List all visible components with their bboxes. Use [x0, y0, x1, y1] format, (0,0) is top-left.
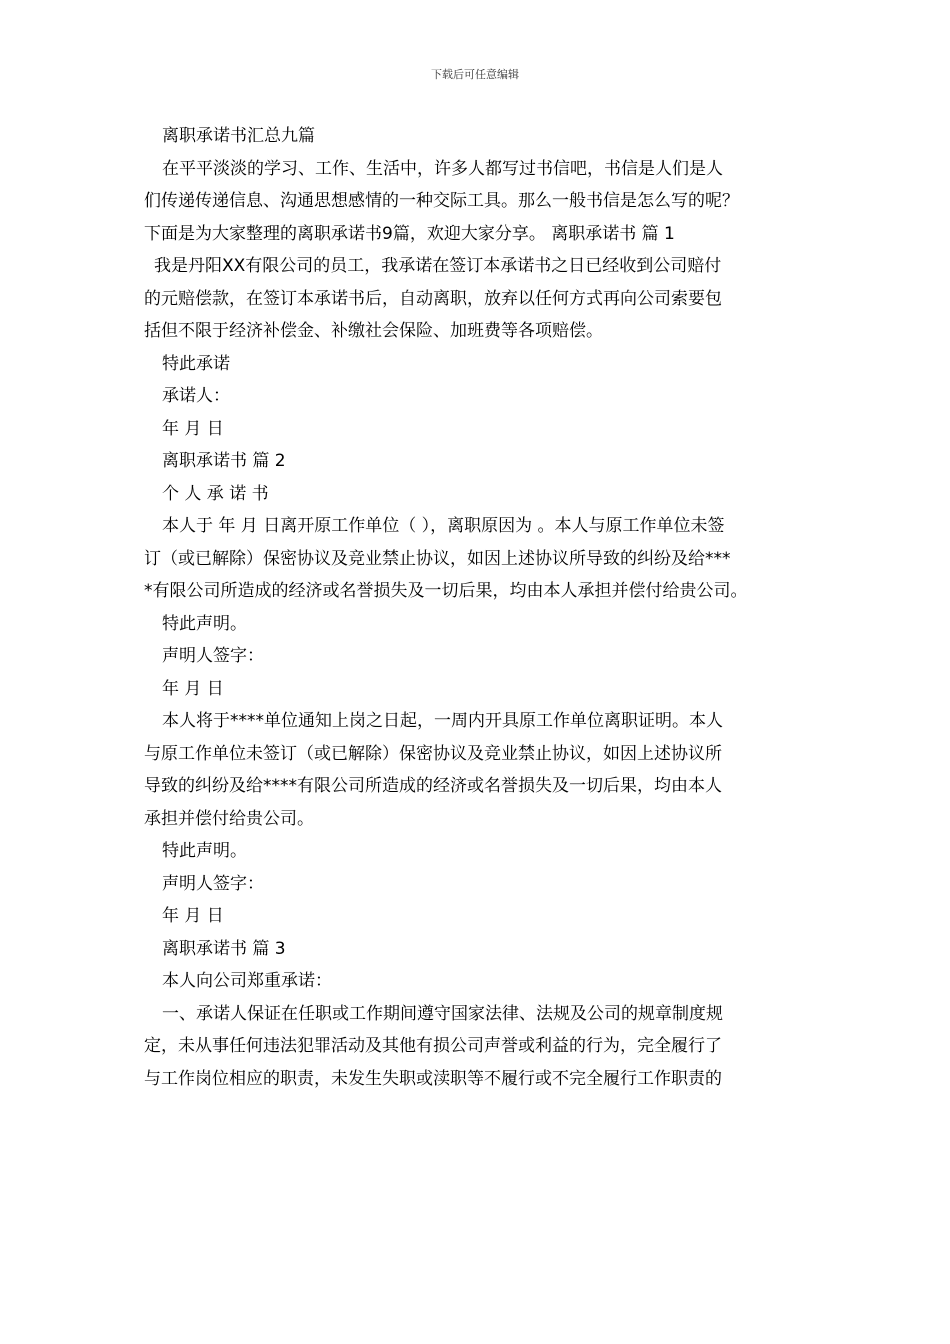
text-line: 特此声明。 — [162, 613, 247, 634]
text-line: 年 月 日 — [162, 678, 224, 699]
text-line: 括但不限于经济补偿金、补缴社会保险、加班费等各项赔偿。 — [144, 321, 603, 341]
text-line: 与工作岗位相应的职责，未发生失职或渎职等不履行或不完全履行工作职责的 — [144, 1068, 722, 1089]
text-line: 在平平淡淡的学习、工作、生活中，许多人都写过书信吧，书信是人们是人 — [162, 158, 723, 179]
text-line: 承担并偿付给贵公司。 — [144, 808, 314, 829]
text-line: 年 月 日 — [162, 906, 224, 926]
text-line: 导致的纠纷及给****有限公司所造成的经济或名誉损失及一切后果，均由本人 — [144, 776, 722, 796]
text-line: 声明人签字： — [162, 873, 264, 894]
text-line: 特此声明。 — [162, 841, 247, 861]
text-line: *有限公司所造成的经济或名誉损失及一切后果，均由本人承担并偿付给贵公司。 — [144, 581, 748, 601]
text-line: 下面是为大家整理的离职承诺书9篇，欢迎大家分享。 离职承诺书 篇 1 — [144, 223, 675, 244]
text-line: 们传递传递信息、沟通思想感情的一种交际工具。那么一般书信是怎么写的呢？ — [144, 191, 739, 211]
text-line: 与原工作单位未签订（或已解除）保密协议及竞业禁止协议，如因上述协议所 — [144, 743, 722, 764]
text-line: 本人于 年 月 日离开原工作单位（ ），离职原因为 。本人与原工作单位未签 — [162, 516, 725, 536]
header-note: 下载后可任意编辑 — [431, 68, 519, 81]
text-line: 一、承诺人保证在任职或工作期间遵守国家法律、法规及公司的规章制度规 — [162, 1003, 723, 1024]
text-line: 定，未从事任何违法犯罪活动及其他有损公司声誉或利益的行为，完全履行了 — [144, 1036, 722, 1056]
text-line: 承诺人： — [162, 386, 230, 406]
text-line: 年 月 日 — [162, 418, 224, 439]
document-body — [144, 120, 824, 1095]
text-line: 个 人 承 诺 书 — [162, 483, 269, 504]
text-line: 声明人签字： — [162, 646, 264, 666]
text-line: 的元赔偿款，在签订本承诺书后，自动离职，放弃以任何方式再向公司索要包 — [144, 288, 722, 309]
text-line: 本人将于****单位通知上岗之日起，一周内开具原工作单位离职证明。本人 — [162, 711, 723, 731]
text-line: 特此承诺 — [162, 353, 230, 374]
text-line: 订（或已解除）保密协议及竞业禁止协议，如因上述协议所导致的纠纷及给*** — [144, 548, 731, 569]
text-line: 本人向公司郑重承诺： — [162, 971, 332, 991]
document-title: 离职承诺书汇总九篇 — [162, 126, 315, 146]
section-heading: 离职承诺书 篇 2 — [162, 451, 286, 471]
text-line: 我是丹阳XX有限公司的员工，我承诺在签订本承诺书之日已经收到公司赔付 — [154, 256, 722, 276]
section-heading: 离职承诺书 篇 3 — [162, 938, 286, 959]
